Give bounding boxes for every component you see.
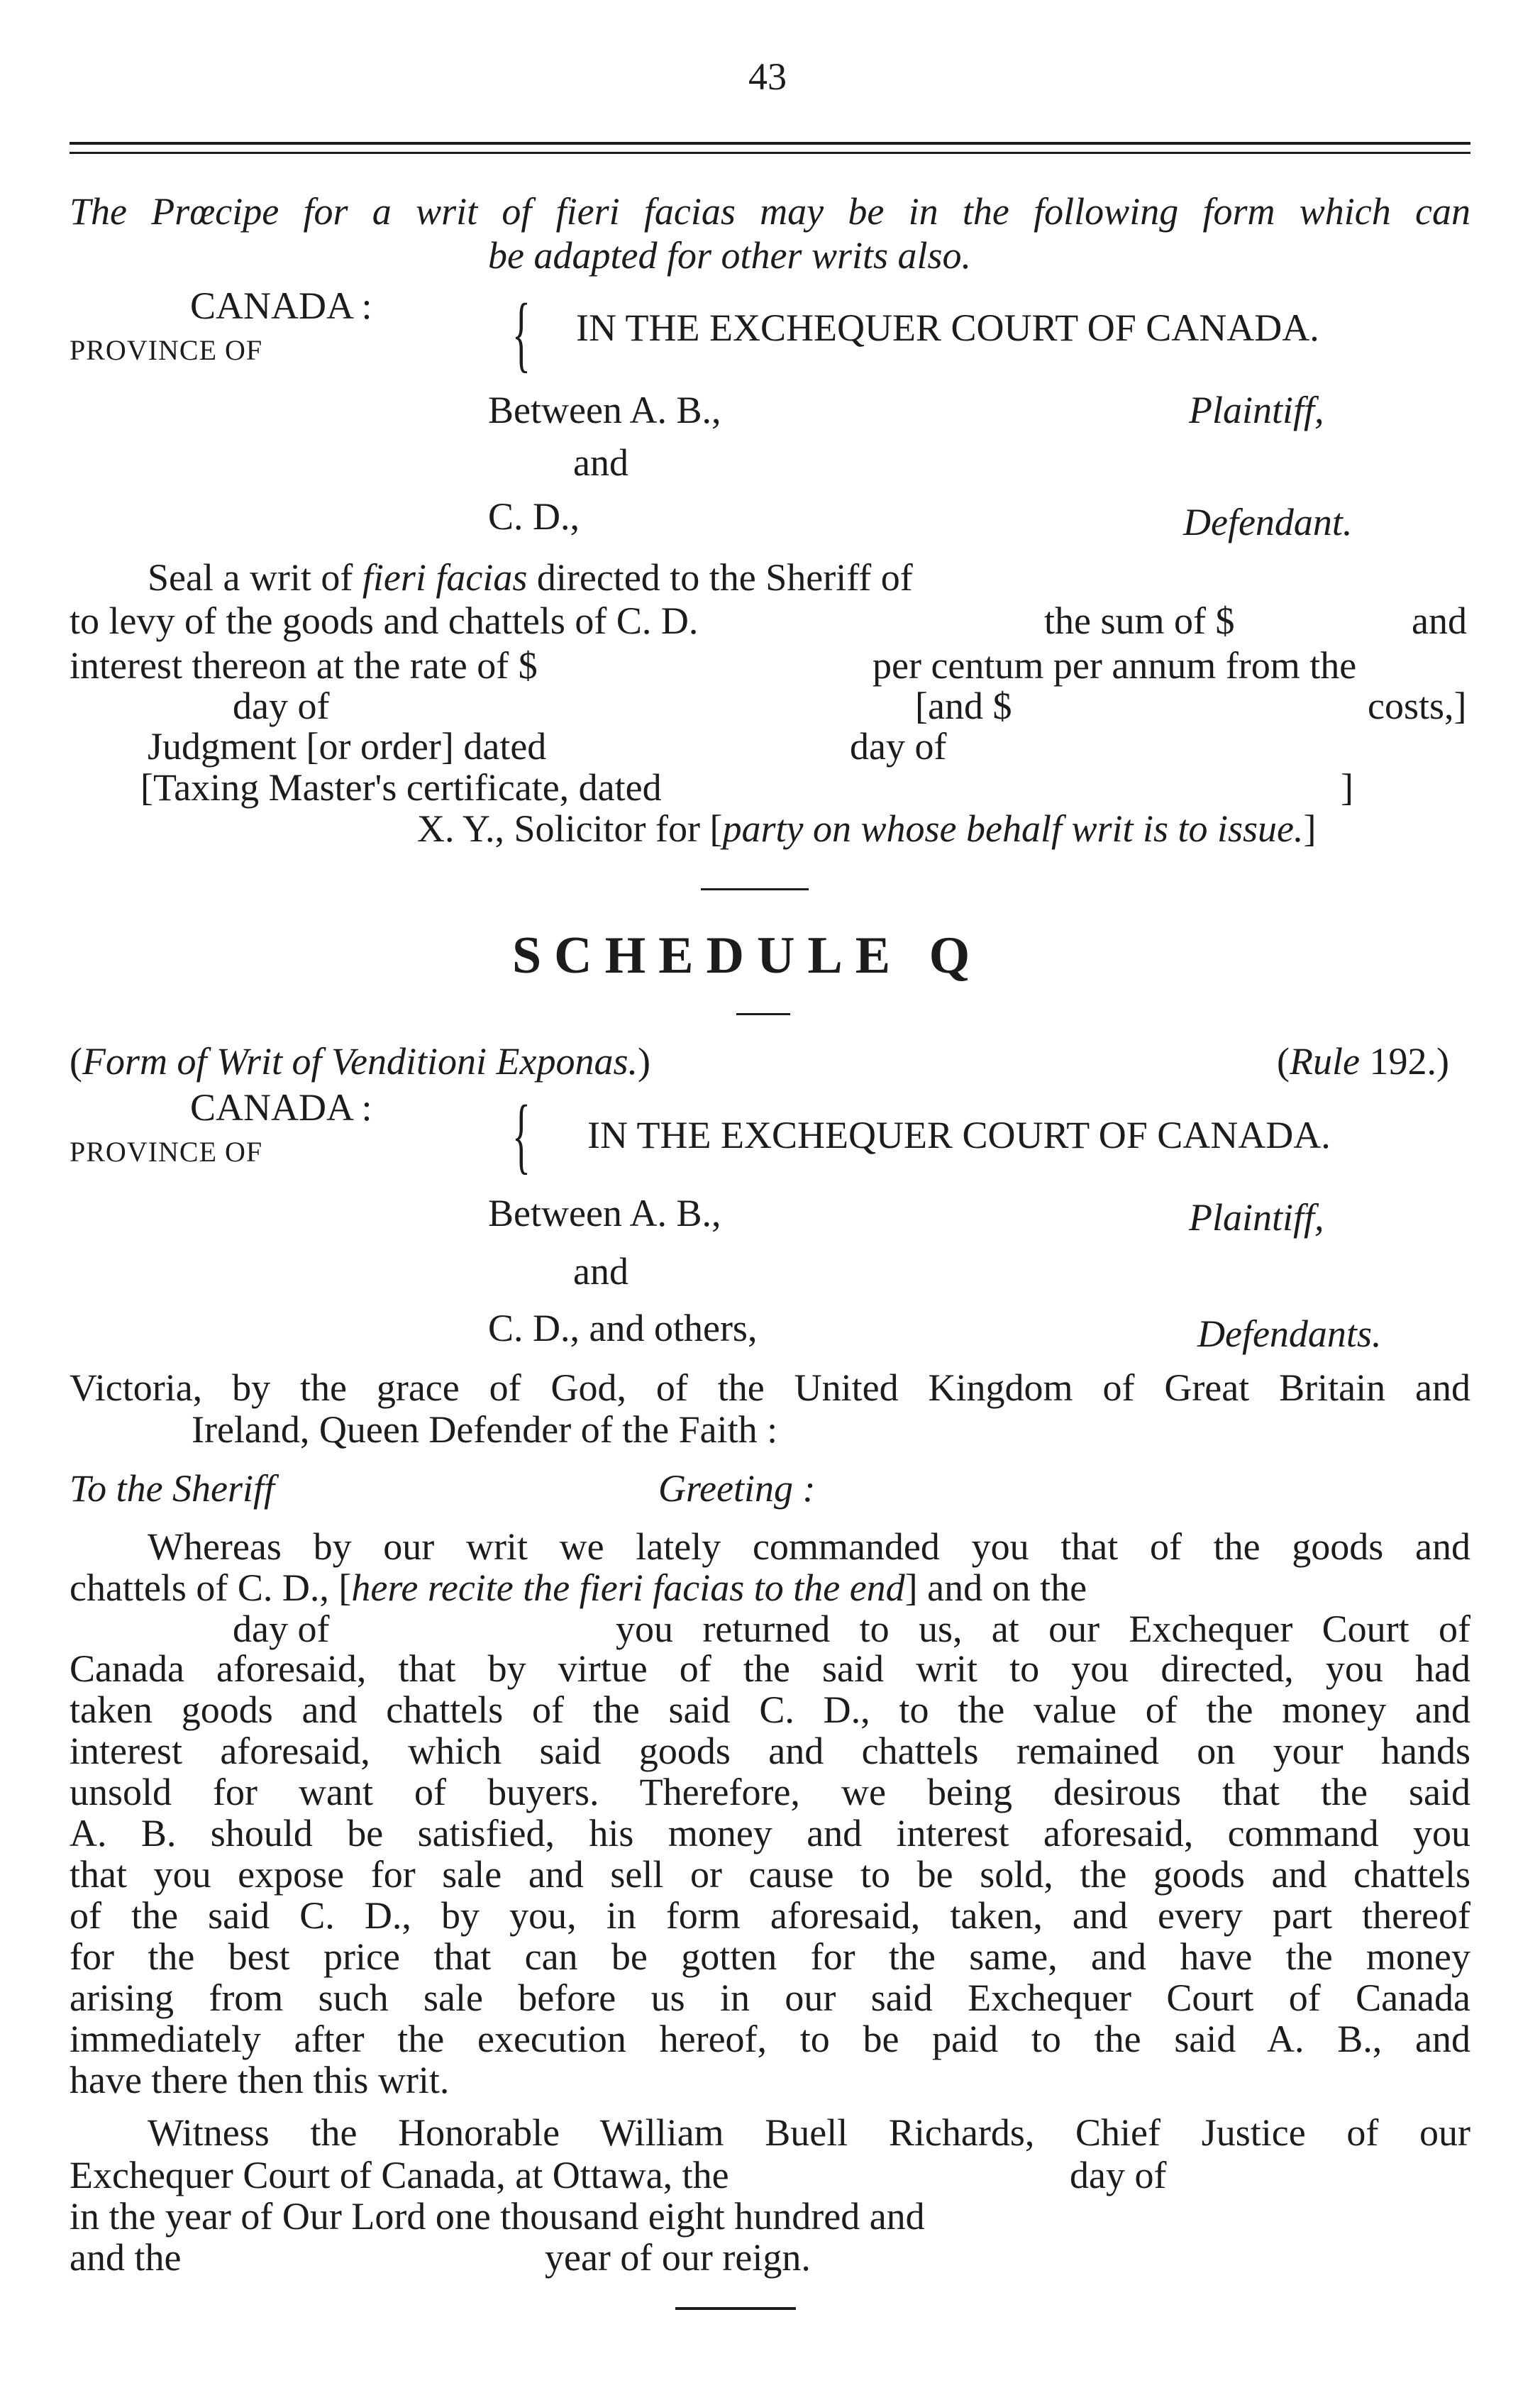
section-rule-1 <box>701 888 809 890</box>
form2-court-title: IN THE EXCHEQUER COURT OF CANADA. <box>587 1114 1331 1156</box>
form2-whereas-2 <box>70 1566 1087 1609</box>
form2-whereas-5: taken goods and chattels of the said C. D., to the value of the money and <box>70 1688 1470 1731</box>
form1-cd: C. D., <box>488 495 580 538</box>
form2-between: Between A. B., <box>488 1192 721 1234</box>
form1-interest-b: per centum per annum from the <box>873 644 1357 687</box>
form1-seal-c: directed to the Sheriff of <box>536 556 913 599</box>
form2-brace: { <box>512 1088 531 1182</box>
form2-witness-2a: Exchequer Court of Canada, at Ottawa, the <box>70 2154 729 2196</box>
form1-levy-a: to levy of the goods and chattels of C. D. <box>70 599 699 642</box>
form2-title-c: ) <box>637 1040 650 1083</box>
form1-between: Between A. B., <box>488 389 721 431</box>
form1-canada: CANADA : <box>190 284 372 327</box>
form2-rule-b: Rule <box>1289 1040 1360 1083</box>
form1-judgment-a: Judgment [or order] dated <box>148 725 547 768</box>
form1-interest-a: interest thereon at the rate of $ <box>70 644 538 687</box>
form2-whereas-2b: here recite the fieri facias to the end <box>351 1566 905 1609</box>
page-number: 43 <box>748 55 787 98</box>
header-rule-top <box>70 142 1470 145</box>
form2-whereas-6: interest aforesaid, which said goods and chattels remained on your hands <box>70 1730 1470 1772</box>
footer-rule <box>675 2307 796 2310</box>
form1-defendant: Defendant. <box>1183 501 1353 543</box>
form1-taxing-b: ] <box>1341 766 1353 809</box>
form2-witness-3: in the year of Our Lord one thousand eight hundred and <box>70 2195 925 2238</box>
form1-solicitor-b: party on whose behalf writ is to issue. <box>722 807 1304 850</box>
form2-rule-c: 192.) <box>1359 1040 1449 1083</box>
form2-rule-ref <box>1277 1040 1449 1083</box>
form1-solicitor-c: ] <box>1303 807 1317 850</box>
form2-title-a: ( <box>70 1040 82 1083</box>
form1-dayof-b: [and $ <box>915 685 1012 727</box>
form1-seal-line <box>148 556 913 599</box>
form2-defendants: Defendants. <box>1197 1312 1382 1355</box>
form1-seal-a: Seal a writ of <box>148 556 353 599</box>
form2-and: and <box>573 1250 628 1293</box>
form2-victoria-1: Victoria, by the grace of God, of the United Kingdom of Great Britain and <box>70 1366 1470 1409</box>
form1-province: PROVINCE OF <box>70 334 263 366</box>
form2-whereas-3a: day of <box>233 1608 330 1650</box>
form2-cd: C. D., and others, <box>488 1307 758 1349</box>
form2-whereas-2a: chattels of C. D., [ <box>70 1566 352 1609</box>
form1-court-title: IN THE EXCHEQUER COURT OF CANADA. <box>576 306 1319 349</box>
form2-witness-4a: and the <box>70 2236 182 2279</box>
form1-judgment-b: day of <box>850 725 947 768</box>
form2-witness-1: Witness the Honorable William Buell Richards, Chief Justice of our <box>148 2111 1470 2154</box>
praecipe-line-1: The Prœcipe for a writ of fieri facias may be in the following form which can <box>70 190 1470 233</box>
form2-whereas-1: Whereas by our writ we lately commanded you that of the goods and <box>148 1525 1470 1568</box>
schedule-title: SCHEDULE Q <box>512 927 983 985</box>
form2-greeting: Greeting : <box>658 1467 816 1510</box>
form1-dayof-a: day of <box>233 685 330 727</box>
praecipe-line-2: be adapted for other writs also. <box>488 234 972 277</box>
form1-seal-b: fieri facias <box>362 556 528 599</box>
form1-taxing-a: [Taxing Master's certificate, dated <box>140 766 662 809</box>
form2-rule-a: ( <box>1277 1040 1290 1083</box>
form2-to-sheriff: To the Sheriff <box>70 1467 275 1510</box>
form1-solicitor-line <box>417 807 1317 850</box>
form2-whereas-10: of the said C. D., by you, in form aforesaid, taken, and every part thereof <box>70 1894 1470 1937</box>
form1-dayof-c: costs,] <box>1368 685 1467 727</box>
form2-whereas-3b: you returned to us, at our Exchequer Court of <box>616 1608 1470 1650</box>
form2-whereas-11: for the best price that can be gotten for the same, and have the money <box>70 1935 1470 1978</box>
form2-plaintiff: Plaintiff, <box>1189 1196 1324 1239</box>
form2-victoria-2: Ireland, Queen Defender of the Faith : <box>192 1408 778 1451</box>
form2-whereas-4: Canada aforesaid, that by virtue of the said writ to you directed, you had <box>70 1647 1470 1690</box>
form2-canada: CANADA : <box>190 1086 372 1129</box>
form2-witness-2b: day of <box>1070 2154 1167 2196</box>
form2-whereas-2c: ] and on the <box>904 1566 1087 1609</box>
form2-witness-4b: year of our reign. <box>545 2236 811 2279</box>
section-rule-2 <box>736 1013 790 1015</box>
form2-province: PROVINCE OF <box>70 1136 263 1168</box>
form2-title-b: Form of Writ of Venditioni Exponas. <box>82 1040 638 1083</box>
form2-whereas-14: have there then this writ. <box>70 2059 450 2101</box>
form1-brace: { <box>512 286 531 380</box>
form2-whereas-8: A. B. should be satisfied, his money and interest aforesaid, command you <box>70 1812 1470 1854</box>
form2-whereas-12: arising from such sale before us in our said Exchequer Court of Canada <box>70 1976 1470 2019</box>
form2-title-line <box>70 1040 650 1083</box>
form2-whereas-9: that you expose for sale and sell or cause to be sold, the goods and chattels <box>70 1853 1470 1896</box>
form1-plaintiff: Plaintiff, <box>1189 389 1324 431</box>
form2-whereas-7: unsold for want of buyers. Therefore, we being desirous that the said <box>70 1771 1470 1813</box>
form1-levy-b: the sum of $ <box>1044 599 1235 642</box>
header-rule-bottom <box>70 152 1470 154</box>
form2-whereas-13: immediately after the execution hereof, to be paid to the said A. B., and <box>70 2018 1470 2060</box>
form1-and: and <box>573 441 628 484</box>
form1-levy-c: and <box>1412 599 1467 642</box>
form1-solicitor-a: X. Y., Solicitor for [ <box>417 807 723 850</box>
